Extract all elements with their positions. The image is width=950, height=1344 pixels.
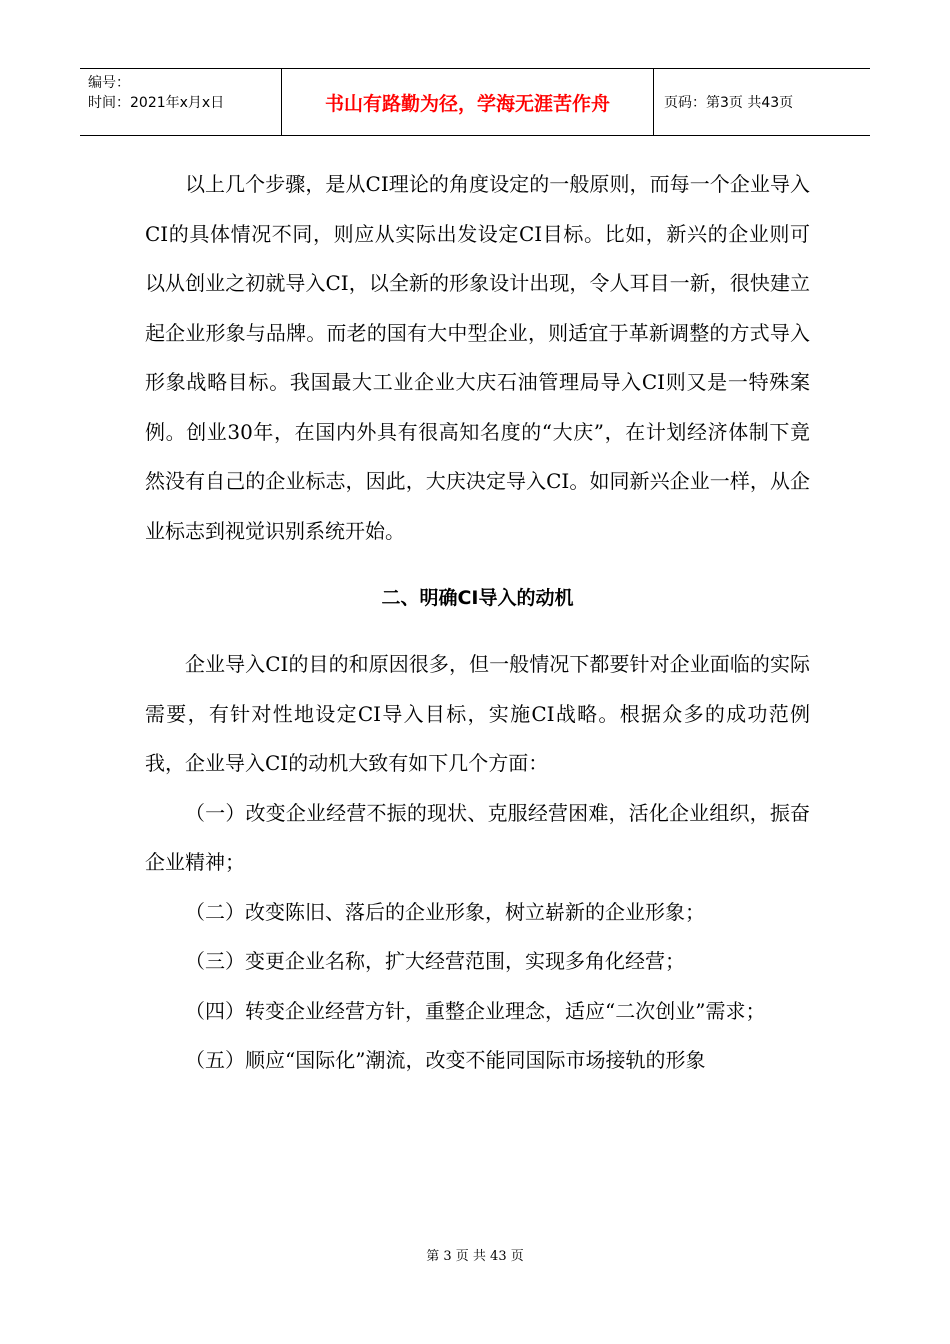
document-header bbox=[80, 68, 870, 136]
header-page-cell bbox=[654, 69, 870, 135]
header-motto-cell bbox=[282, 69, 654, 135]
body-paragraph: 企业导入CI的目的和原因很多，但一般情况下都要针对企业面临的实际需要，有针对性地设定CI导入目标，实施CI战略。根据众多的成功范例我，企业导入CI的动机大致有如下几个方面： bbox=[145, 652, 810, 775]
document-body bbox=[145, 160, 810, 1086]
list-item: （五）顺应“国际化”潮流，改变不能同国际市场接轨的形象 bbox=[185, 1048, 706, 1072]
date-label: 时间：2021年x月x日 bbox=[88, 95, 225, 111]
list-item: （二）改变陈旧、落后的企业形象，树立崭新的企业形象； bbox=[185, 899, 705, 924]
header-motto: 书山有路勤为径，学海无涯苦作舟 bbox=[324, 92, 610, 115]
body-paragraph: 以上几个步骤，是从CI理论的角度设定的一般原则，而每一个企业导入CI的具体情况不同，则应从实际出发设定CI目标。比如，新兴的企业则可以从创业之初就导入CI，以全新的形象设计出现，令人耳目一新，很快建立起企业形象与品牌。而老的国有大中型企业，则适宜于革新调整的方式导入形象战略目标。我国最大工业企业大庆石油管理局导入CI则又是一特殊案例。创业30年，在国内外具有很高知名度的“大庆”，在计划经济体制下竟然没有自己的企业标志，因此，大庆决定导入CI。如同新兴企业一样，从企业标志到视觉识别系统开始。 bbox=[145, 172, 810, 543]
serial-number-label: 编号： bbox=[88, 75, 130, 91]
header-meta-cell bbox=[80, 69, 282, 135]
page-footer: 第 3 页 共 43 页 bbox=[426, 1249, 524, 1264]
section-heading: 二、明确CI导入的动机 bbox=[381, 587, 574, 609]
list-item: （三）变更企业名称，扩大经营范围，实现多角化经营； bbox=[185, 949, 685, 973]
header-page-number: 页码：第3页 共43页 bbox=[664, 95, 794, 111]
list-item: （一）改变企业经营不振的现状、克服经营困难，活化企业组织，振奋企业精神； bbox=[145, 800, 810, 874]
list-item: （四）转变企业经营方针，重整企业理念，适应“二次创业”需求； bbox=[185, 998, 766, 1023]
